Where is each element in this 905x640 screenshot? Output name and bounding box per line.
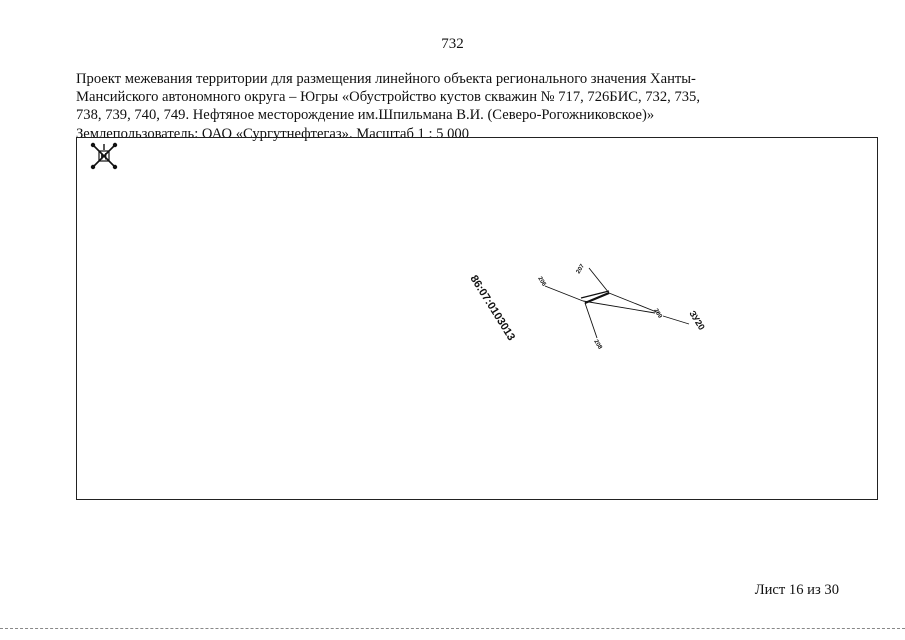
north-arrow-icon	[91, 143, 117, 169]
map-frame	[76, 137, 878, 500]
point-label-207: 207	[575, 263, 587, 276]
sheet-counter: Лист 16 из 30	[754, 582, 839, 598]
plot-outline	[545, 268, 689, 338]
page-bottom-divider	[0, 628, 905, 629]
point-label-208: 208	[592, 338, 603, 351]
map-canvas	[77, 138, 877, 499]
svg-text:H: H	[100, 151, 107, 162]
plot-label: ЗУ20	[687, 308, 707, 332]
title-line: Землепользователь: ОАО «Сургутнефтегаз». Масштаб 1 : 5 000	[76, 125, 469, 142]
title-line: Проект межевания территории для размещения линейного объекта регионального значения Ханты-	[76, 71, 696, 87]
document-title	[76, 70, 776, 143]
title-line: Мансийского автономного округа – Югры «Обустройство кустов скважин № 717, 726БИС, 732, 735,	[76, 89, 700, 106]
point-label-206: 206	[536, 275, 547, 288]
point-label-209: 209	[652, 307, 663, 320]
cadastral-number: 86:07:0103013	[467, 273, 518, 343]
page-number: 732	[441, 36, 464, 52]
title-line: 738, 739, 740, 749. Нефтяное месторождение им.Шпильмана В.И. (Северо-Рогожниковское)»	[76, 107, 655, 124]
